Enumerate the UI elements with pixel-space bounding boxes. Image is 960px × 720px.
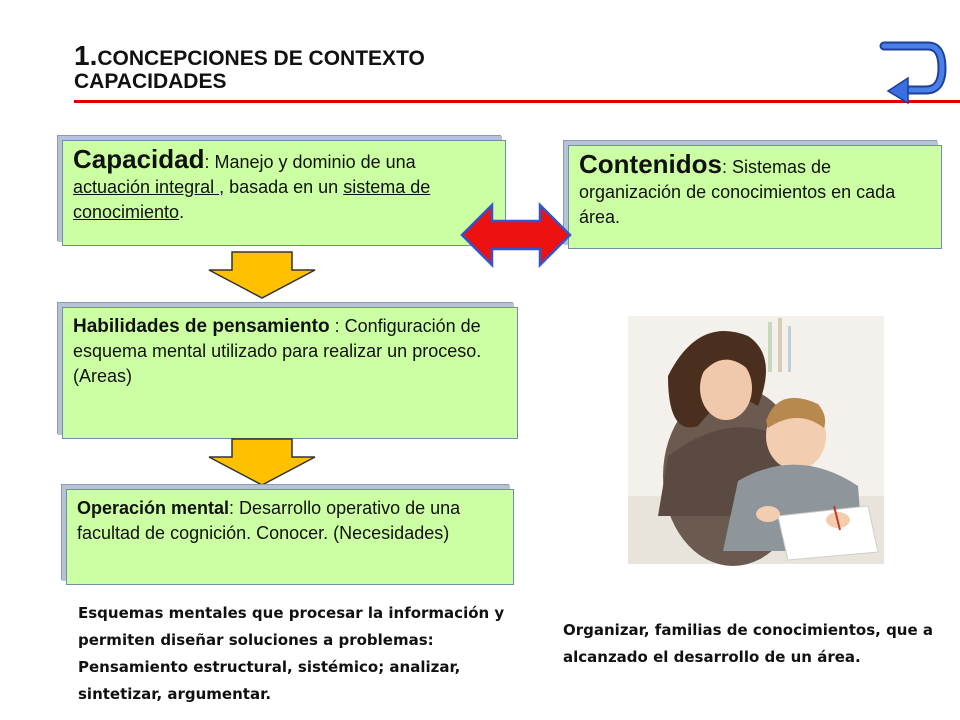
down-arrow-icon-2 — [207, 437, 317, 487]
title-line-1: CONCEPCIONES DE CONTEXTO — [97, 47, 425, 70]
capacidad-heading: Capacidad — [73, 144, 205, 174]
down-arrow-icon-1 — [207, 250, 317, 300]
page-title — [74, 40, 594, 94]
contenidos-box — [568, 145, 942, 249]
capacidad-underline-1: actuación integral — [73, 177, 220, 197]
return-arrow-icon[interactable] — [878, 38, 948, 108]
contenidos-text: : Sistemas de organización de conocimientos en cada área. — [579, 157, 896, 227]
capacidad-sep: : Manejo y dominio de una — [204, 152, 416, 172]
double-arrow-icon — [460, 203, 572, 267]
habilidades-heading: Habilidades de pensamiento — [73, 316, 330, 337]
habilidades-text: : Configuración de esquema mental utilizado para realizar un proceso. (Areas) — [73, 316, 482, 386]
right-note: Organizar, familias de conocimientos, que a alcanzado el desarrollo de un área. — [563, 621, 933, 666]
teacher-student-photo — [628, 316, 884, 564]
capacidad-end: . — [179, 202, 185, 222]
title-rule — [74, 100, 960, 103]
operacion-box — [66, 489, 514, 585]
capacidad-box — [62, 140, 506, 246]
capacidad-underline-2: sistema de conocimiento — [73, 177, 431, 222]
operacion-heading: Operación mental — [77, 498, 230, 518]
title-line-2: CAPACIDADES — [74, 70, 227, 93]
capacidad-mid: , basada en un — [219, 177, 344, 197]
left-note: Esquemas mentales que procesar la información y permiten diseñar soluciones a problemas: Pensamiento estructural, sistémico; analizar, sintetizar, argumentar. — [78, 604, 505, 703]
contenidos-heading: Contenidos — [579, 149, 722, 179]
title-number: 1. — [74, 40, 98, 71]
habilidades-box — [62, 307, 518, 439]
operacion-text: : Desarrollo operativo de una facultad de cognición. Conocer. (Necesidades) — [77, 498, 461, 543]
